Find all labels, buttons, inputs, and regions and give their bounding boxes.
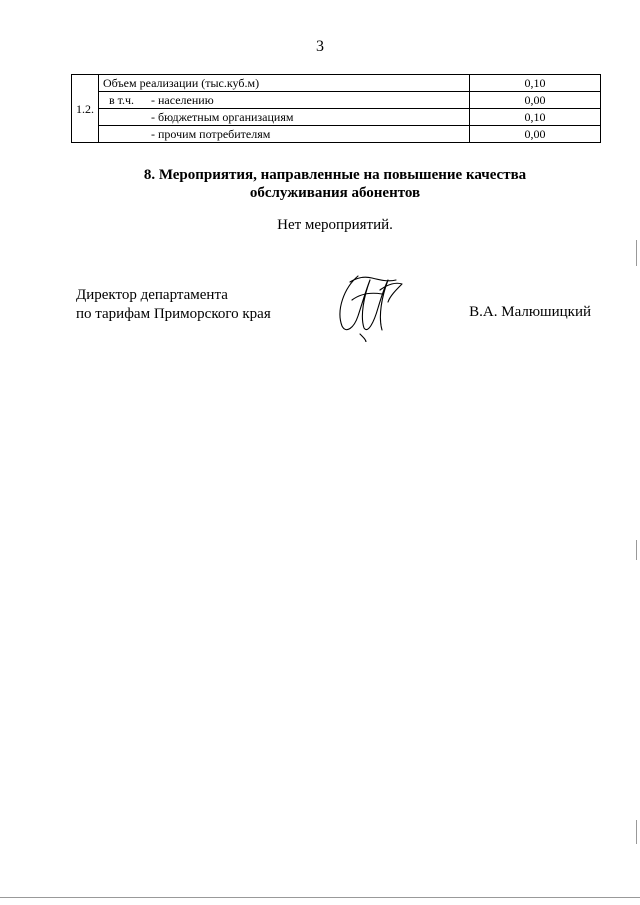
signer-title [76, 286, 271, 324]
row-label [99, 92, 470, 109]
section-heading-line2: обслуживания абонентов [249, 185, 421, 201]
section-heading [0, 166, 640, 202]
no-measures-text: Нет мероприятий. [277, 217, 393, 233]
row-label [99, 75, 470, 92]
table-row [72, 75, 601, 92]
row-value: 0,10 [470, 109, 601, 126]
section-number-cell: 1.2. [72, 75, 99, 143]
row-label-text: - прочим потребителям [151, 127, 271, 141]
row-label-text: - бюджетным организациям [151, 110, 294, 124]
handwritten-signature [330, 270, 410, 342]
scan-edge-mark [0, 897, 640, 898]
scan-edge-mark [636, 820, 637, 844]
table-row [72, 92, 601, 109]
row-value: 0,00 [470, 92, 601, 109]
scan-edge-mark [636, 540, 637, 560]
page-number: 3 [316, 38, 324, 55]
signer-title-line2: по тарифам Приморского края [76, 306, 271, 322]
row-value: 0,10 [470, 75, 601, 92]
table-row [72, 109, 601, 126]
row-label [99, 126, 470, 143]
row-label-text: Объем реализации (тыс.куб.м) [103, 76, 260, 90]
row-prefix: в т.ч. [109, 93, 135, 107]
row-label-text: - населению [151, 93, 214, 107]
signer-name: В.А. Малюшицкий [469, 304, 591, 320]
row-label [99, 109, 470, 126]
signer-title-line1: Директор департамента [76, 287, 228, 303]
section-heading-line1: 8. Мероприятия, направленные на повышение качества [143, 167, 527, 183]
scan-edge-mark [636, 240, 637, 266]
sales-volume-table [71, 74, 601, 143]
table-row [72, 126, 601, 143]
row-value: 0,00 [470, 126, 601, 143]
